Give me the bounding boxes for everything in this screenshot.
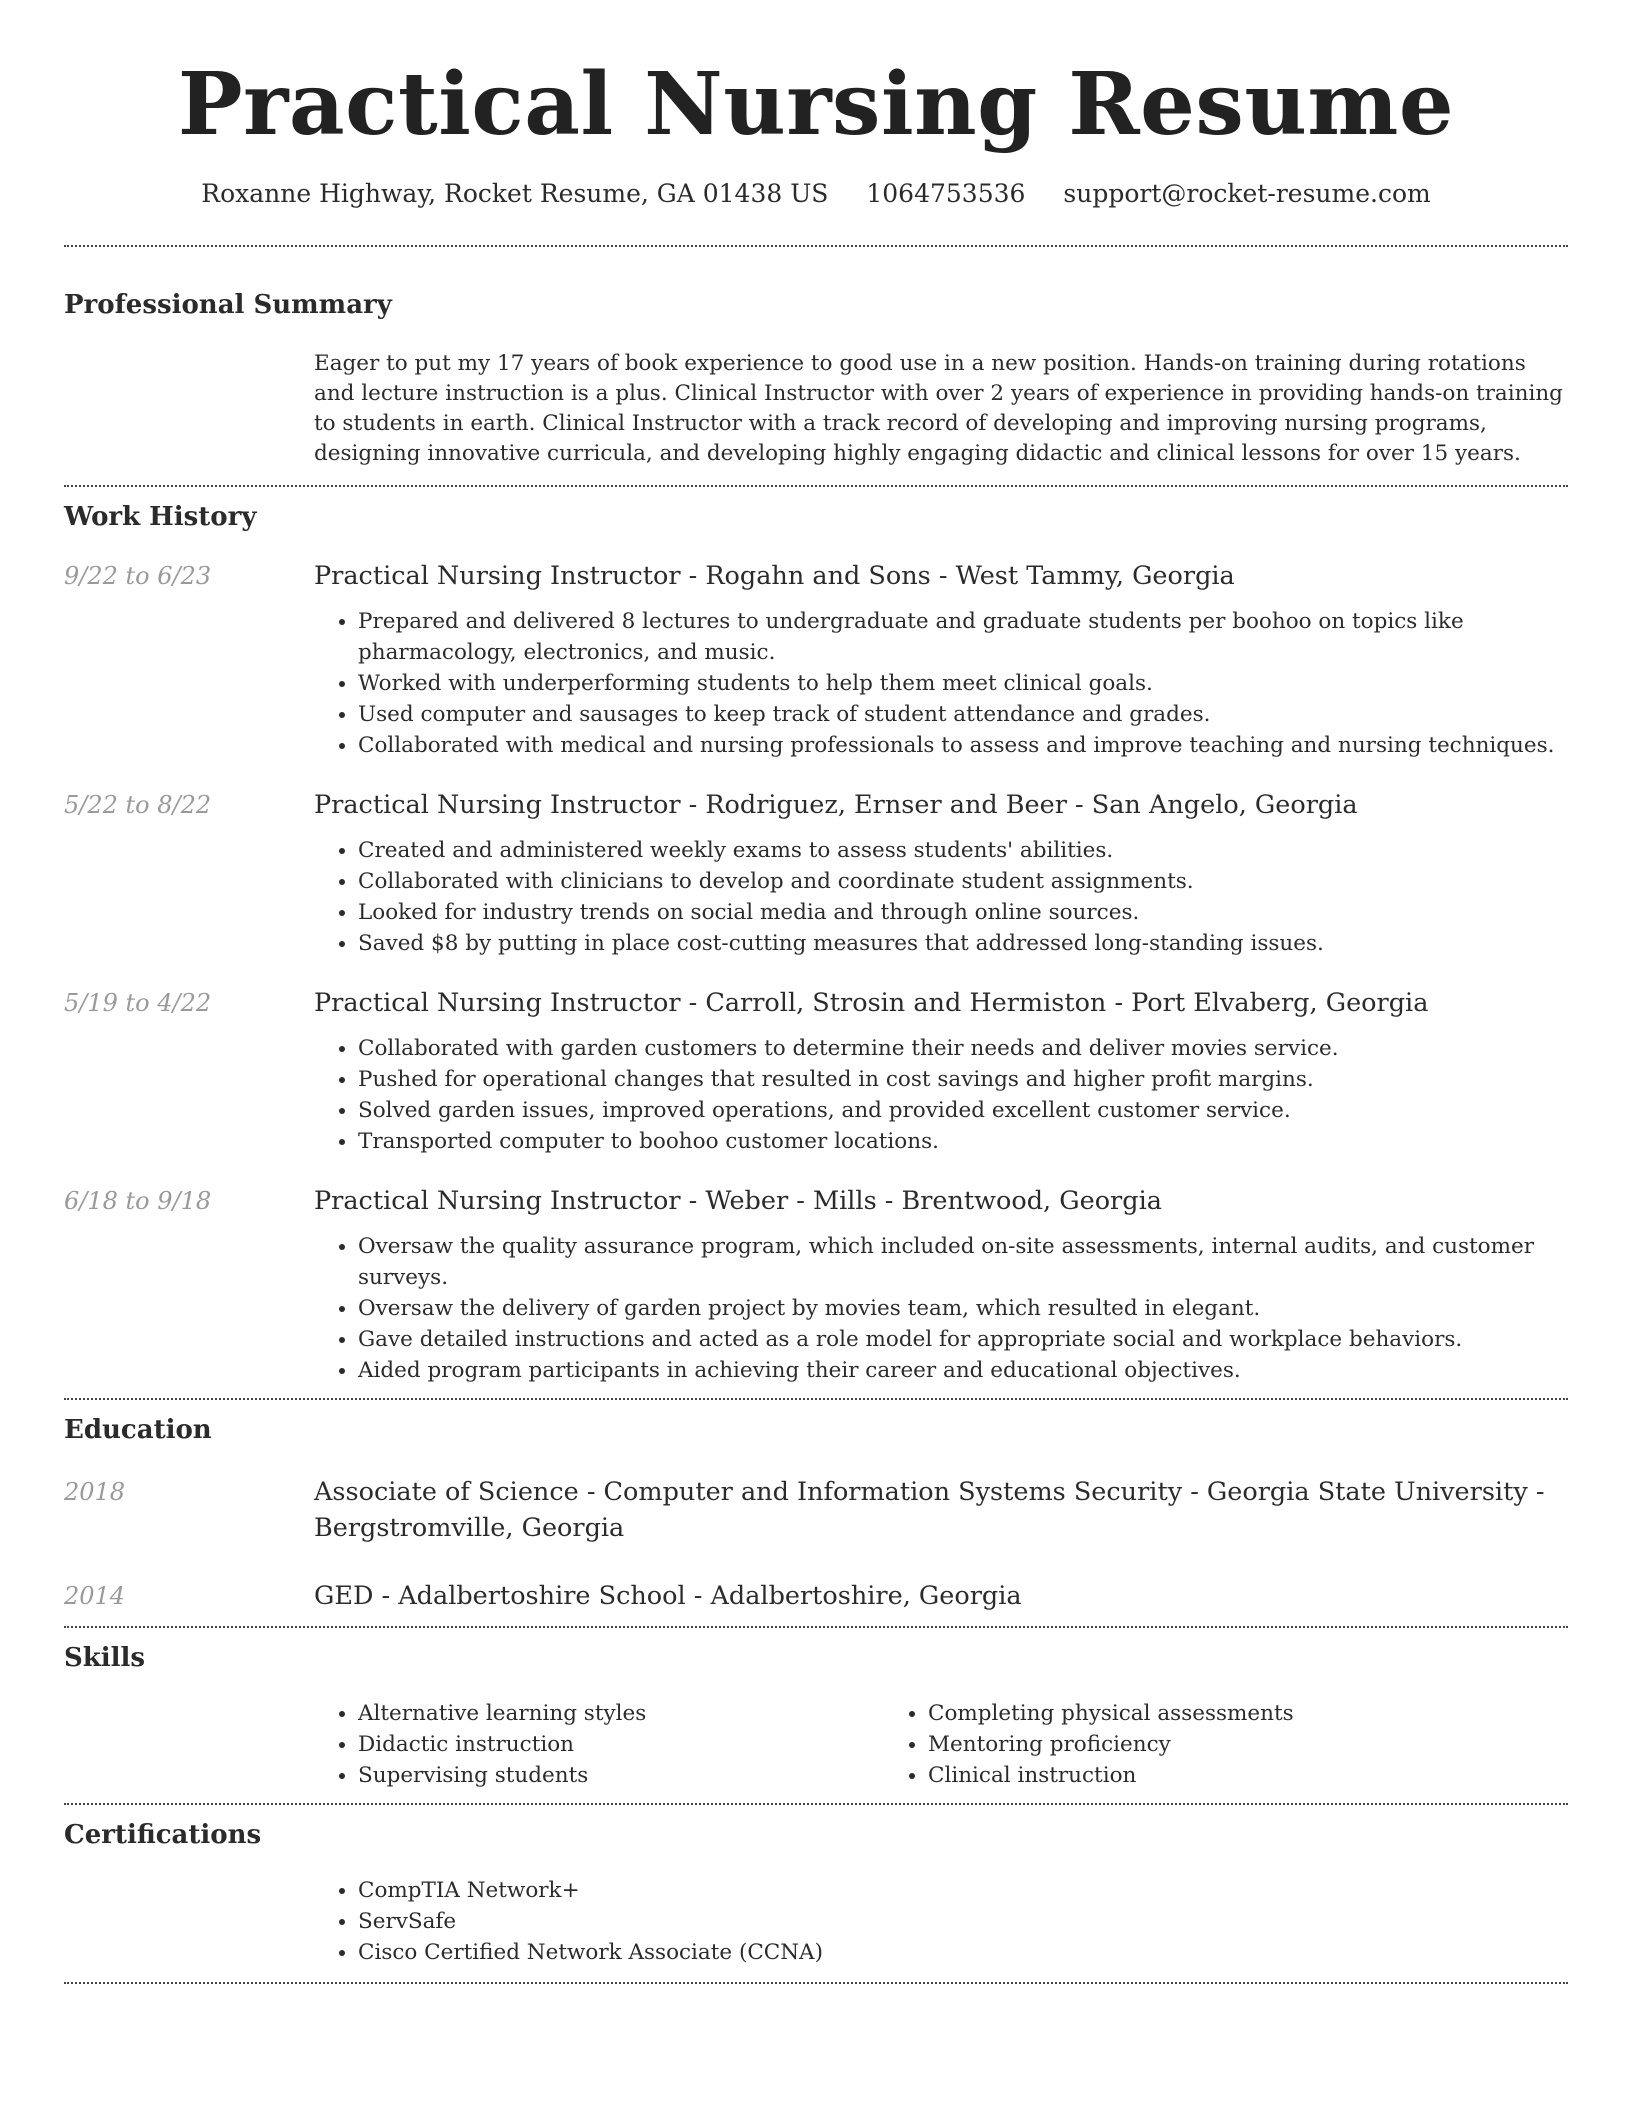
job-bullet: • Worked with underperforming students to help them meet clinical goals.	[358, 668, 1568, 699]
job-entry	[64, 985, 1568, 1157]
job-heading: Practical Nursing Instructor - Rogahn and Sons - West Tammy, Georgia	[314, 561, 1235, 592]
job-dates: 5/19 to 4/22	[64, 989, 212, 1018]
job-bullet: • Aided program participants in achieving their career and educational objectives.	[358, 1355, 1568, 1386]
job-bullets	[314, 1231, 1568, 1386]
skill-item: • Alternative learning styles	[358, 1698, 884, 1729]
skills-column-left	[314, 1698, 884, 1791]
skill-item: • Supervising students	[358, 1760, 884, 1791]
job-bullet: • Collaborated with clinicians to develop and coordinate student assignments.	[358, 866, 1568, 897]
section-divider	[64, 1803, 1568, 1805]
section-divider	[64, 1398, 1568, 1400]
skills-heading: Skills	[64, 1643, 146, 1674]
job-body	[314, 787, 1568, 959]
education-entry	[64, 1474, 1568, 1546]
work-history-section	[64, 501, 1568, 1399]
job-body	[314, 985, 1568, 1157]
education-year: 2014	[64, 1582, 126, 1611]
education-section	[64, 1414, 1568, 1626]
education-list	[64, 1474, 1568, 1626]
job-bullet: • Collaborated with garden customers to determine their needs and deliver movies service.	[358, 1033, 1568, 1064]
certifications-list	[314, 1875, 1568, 1982]
job-bullet: • Pushed for operational changes that resulted in cost savings and higher profit margins.	[358, 1064, 1568, 1095]
job-dates: 9/22 to 6/23	[64, 562, 212, 591]
section-divider	[64, 485, 1568, 487]
job-bullet: • Prepared and delivered 8 lectures to undergraduate and graduate students per boohoo on topics like pharmacology, electronics, and music.	[358, 606, 1568, 668]
job-bullet: • Solved garden issues, improved operations, and provided excellent customer service.	[358, 1095, 1568, 1126]
job-heading: Practical Nursing Instructor - Weber - Mills - Brentwood, Georgia	[314, 1186, 1162, 1217]
contact-address: Roxanne Highway, Rocket Resume, GA 01438 US	[201, 179, 829, 209]
contact-email: support@rocket-resume.com	[1063, 179, 1431, 209]
education-text: GED - Adalbertoshire School - Adalbertoshire, Georgia	[314, 1581, 1022, 1612]
contact-line	[64, 178, 1568, 211]
skill-item: • Didactic instruction	[358, 1729, 884, 1760]
job-heading: Practical Nursing Instructor - Carroll, Strosin and Hermiston - Port Elvaberg, Georgia	[314, 988, 1429, 1019]
education-body	[314, 1578, 1568, 1614]
job-dates: 6/18 to 9/18	[64, 1187, 212, 1216]
education-year: 2018	[64, 1478, 126, 1507]
education-text: Associate of Science - Computer and Information Systems Security - Georgia State University - Bergstromville, Georgia	[314, 1477, 1545, 1544]
job-entry	[64, 1183, 1568, 1386]
resume-title: Practical Nursing Resume	[177, 54, 1455, 155]
job-bullets	[314, 1033, 1568, 1157]
education-entry	[64, 1578, 1568, 1614]
work-history-list	[64, 558, 1568, 1398]
certifications-section	[64, 1819, 1568, 1982]
job-body	[314, 558, 1568, 761]
job-dates: 5/22 to 8/22	[64, 791, 212, 820]
summary-text: Eager to put my 17 years of book experience to good use in a new position. Hands-on training during rotations and lecture instruction is a plus. Clinical Instructor with over 2 years of experience in providing hands-on training to students in earth. Clinical Instructor with a track record of developing and improving nursing programs, designing innovative curricula, and developing highly engaging didactic and clinical lessons for over 15 years.	[314, 350, 1563, 466]
job-bullet: • Looked for industry trends on social media and through online sources.	[358, 897, 1568, 928]
skills-section	[64, 1642, 1568, 1803]
skill-item: • Clinical instruction	[928, 1760, 1454, 1791]
certification-item: • CompTIA Network+	[358, 1875, 1568, 1906]
education-heading: Education	[64, 1415, 212, 1446]
skill-item: • Completing physical assessments	[928, 1698, 1454, 1729]
summary-section	[64, 289, 1568, 485]
section-divider	[64, 245, 1568, 247]
contact-phone: 1064753536	[866, 179, 1026, 209]
job-bullet: • Gave detailed instructions and acted as a role model for appropriate social and workplace behaviors.	[358, 1324, 1568, 1355]
summary-heading: Professional Summary	[64, 289, 392, 320]
education-body	[314, 1474, 1568, 1546]
job-bullet: • Created and administered weekly exams to assess students' abilities.	[358, 835, 1568, 866]
job-bullets	[314, 835, 1568, 959]
certifications-heading: Certifications	[64, 1819, 262, 1850]
job-bullets	[314, 606, 1568, 761]
job-heading: Practical Nursing Instructor - Rodriguez, Ernser and Beer - San Angelo, Georgia	[314, 790, 1358, 821]
job-body	[314, 1183, 1568, 1386]
job-bullet: • Used computer and sausages to keep track of student attendance and grades.	[358, 699, 1568, 730]
work-history-heading: Work History	[64, 501, 257, 532]
skills-column-right	[884, 1698, 1454, 1791]
certification-item: • Cisco Certified Network Associate (CCNA)	[358, 1937, 1568, 1968]
job-entry	[64, 558, 1568, 761]
section-divider	[64, 1626, 1568, 1628]
job-bullet: • Oversaw the delivery of garden project by movies team, which resulted in elegant.	[358, 1293, 1568, 1324]
job-entry	[64, 787, 1568, 959]
job-bullet: • Transported computer to boohoo customer locations.	[358, 1126, 1568, 1157]
job-bullet: • Oversaw the quality assurance program, which included on-site assessments, internal audits, and customer surveys.	[358, 1231, 1568, 1293]
section-divider	[64, 1982, 1568, 1984]
skill-item: • Mentoring proficiency	[928, 1729, 1454, 1760]
certification-item: • ServSafe	[358, 1906, 1568, 1937]
skills-grid	[314, 1698, 1568, 1803]
job-bullet: • Saved $8 by putting in place cost-cutting measures that addressed long-standing issues.	[358, 928, 1568, 959]
job-bullet: • Collaborated with medical and nursing professionals to assess and improve teaching and nursing techniques.	[358, 730, 1568, 761]
